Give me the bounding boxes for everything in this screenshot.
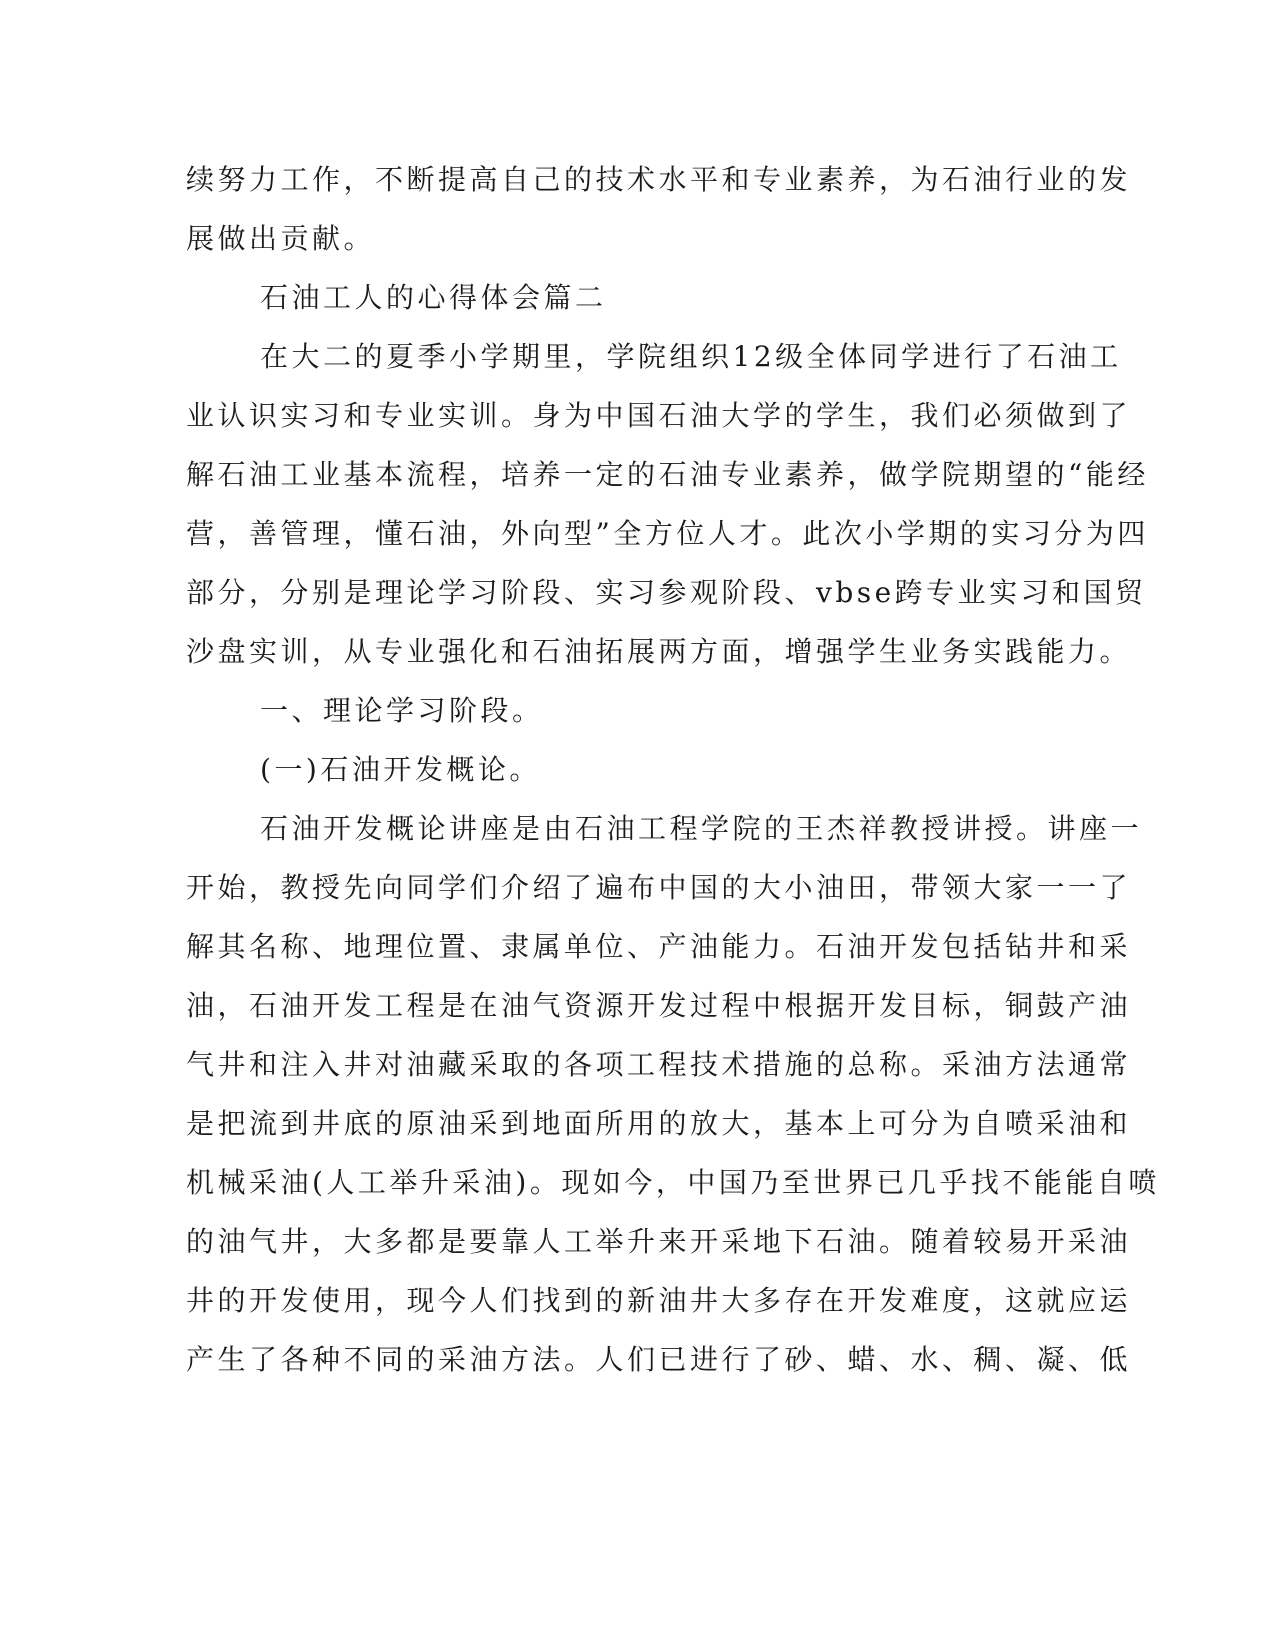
subsection-heading: (一)石油开发概论。 xyxy=(260,753,541,786)
paragraph-line: 解石油工业基本流程，培养一定的石油专业素养，做学院期望的“能经 xyxy=(186,458,1149,491)
paragraph-line: 是把流到井底的原油采到地面所用的放大，基本上可分为自喷采油和 xyxy=(186,1107,1132,1140)
paragraph-line: 产生了各种不同的采油方法。人们已进行了砂、蜡、水、稠、凝、低 xyxy=(186,1343,1132,1376)
paragraph-line: 机械采油(人工举升采油)。现如今，中国乃至世界已几乎找不能能自喷 xyxy=(186,1166,1160,1199)
paragraph-line: 石油开发概论讲座是由石油工程学院的王杰祥教授讲授。讲座一 xyxy=(260,812,1143,845)
paragraph-line: 部分，分别是理论学习阶段、实习参观阶段、vbse跨专业实习和国贸 xyxy=(186,576,1147,609)
section-heading: 石油工人的心得体会篇二 xyxy=(260,281,607,314)
paragraph-line: 开始，教授先向同学们介绍了遍布中国的大小油田，带领大家一一了 xyxy=(186,871,1132,904)
paragraph-line: 油，石油开发工程是在油气资源开发过程中根据开发目标，铜鼓产油 xyxy=(186,989,1132,1022)
paragraph-line: 沙盘实训，从专业强化和石油拓展两方面，增强学生业务实践能力。 xyxy=(186,635,1132,668)
paragraph-line: 业认识实习和专业实训。身为中国石油大学的学生，我们必须做到了 xyxy=(186,399,1132,432)
paragraph-line: 营，善管理，懂石油，外向型”全方位人才。此次小学期的实习分为四 xyxy=(186,517,1149,550)
subsection-heading: 一、理论学习阶段。 xyxy=(260,694,544,727)
paragraph-line: 的油气井，大多都是要靠人工举升来开采地下石油。随着较易开采油 xyxy=(186,1225,1132,1258)
paragraph-line: 展做出贡献。 xyxy=(186,222,376,255)
paragraph-line: 在大二的夏季小学期里，学院组织12级全体同学进行了石油工 xyxy=(260,340,1122,373)
paragraph-line: 气井和注入井对油藏采取的各项工程技术措施的总称。采油方法通常 xyxy=(186,1048,1132,1081)
paragraph-line: 解其名称、地理位置、隶属单位、产油能力。石油开发包括钻井和采 xyxy=(186,930,1132,963)
paragraph-line: 续努力工作，不断提高自己的技术水平和专业素养，为石油行业的发 xyxy=(186,163,1132,196)
paragraph-line: 井的开发使用，现今人们找到的新油井大多存在开发难度，这就应运 xyxy=(186,1284,1132,1317)
